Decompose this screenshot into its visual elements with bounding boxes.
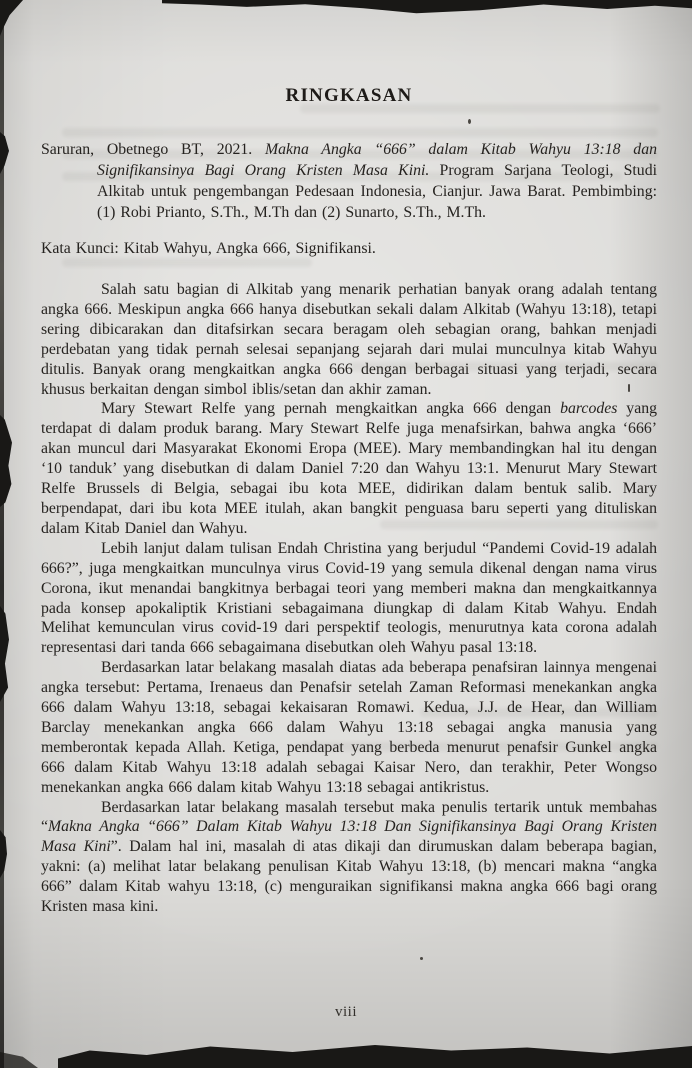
body-paragraph: Salah satu bagian di Alkitab yang menarik perhatian banyak orang adalah tentang angka 666. Meskipun angka 666 hanya disebutkan sekali dalam Alkitab (Wahyu 13:18), tetapi sering dibicarakan dan ditafsirkan secara beragam oleh sebagian orang, bahkan menjadi perdebatan yang tidak pernah selesai sepanjang sejarah dari mulai munculnya kitab Wahyu ditulis. Banyak orang mengkaitkan angka 666 dengan berbagai situasi yang terjadi, secara khusus berkaitan dengan simbol iblis/setan dan akhir zaman.: [41, 281, 657, 398]
scan-edge-artifact: [0, 1052, 38, 1068]
ink-speck: [628, 384, 630, 392]
scan-edge-artifact: [0, 415, 12, 507]
body-paragraph: Mary Stewart Relfe yang pernah mengkaitkan angka 666 dengan barcodes yang terdapat di dalam produk barang. Mary Stewart Relfe juga menafsirkan, bahwa angka ‘666’ akan muncul dari Masyarakat Ekonomi Eropa (MEE). Mary membandingkan hal itu dengan ‘10 tanduk’ yang disebutkan di dalam Daniel 7:20 dan Wahyu 13:1. Menurut Mary Stewart Relfe Brussels di Belgia, sebagai ibu kota MEE, didirikan dalam bentuk salib. Mary berpendapat, dari ibu kota MEE itulah, akan bangkit penguasa baru seperti yang dituliskan dalam Kitab Daniel dan Wahyu.: [41, 400, 658, 537]
body-paragraph: Lebih lanjut dalam tulisan Endah Christina yang berjudul “Pandemi Covid-19 adalah 666?”, juga mengkaitkan munculnya virus Covid-19 yang semula dikenal dengan nama virus Corona, ikut menandai bangkitnya berbagai teori yang memberi makna dan mengkaitkannya pada konsep apokaliptik Kristiani sebagaimana diungkap di dalam Kitab Wahyu. Endah Melihat kemunculan virus covid-19 dari perspektif teologis, menurutnya kata corona adalah representasi dari tanda 666 sebagaimana disebutkan oleh Wahyu pasal 13:18.: [41, 539, 657, 657]
body-paragraph: Berdasarkan latar belakang masalah tersebut maka penulis tertarik untuk membahas “Makna Angka “666” Dalam Kitab Wahyu 13:18 Dan Signifikansinya Bagi Orang Kristen Masa Kini”. Dalam hal ini, masalah di atas dikaji dan dirumuskan dalam beberapa bagian, yakni: (a) melihat latar belakang penulisan Kitab Wahyu 13:18, (b) mencari makna “angka 666” dalam Kitab wahyu 13:18, (c) menguraikan signifikansi makna angka 666 bagi orang Kristen masa kini.: [41, 798, 658, 916]
body-paragraph: Berdasarkan latar belakang masalah diatas ada beberapa penafsiran lainnya mengenai angka tersebut: Pertama, Irenaeus dan Penafsir setelah Zaman Reformasi menekankan angka 666 dalam Wahyu 13:18, sebagai kekaisaran Romawi. Kedua, J.J. de Hear, dan William Barclay menekankan angka 666 dalam Wahyu 13:18 sebagai angka manusia yang memberontak kepada Allah. Ketiga, pendapat yang berbeda menurut penafsir Gunkel angka 666 dalam Kitab Wahyu 13:18 adalah sebagai Kaisar Nero, dan terakhir, Peter Wongso menekankan angka 666 dalam kitab Wahyu 13:18 sebagai antikristus.: [41, 659, 657, 796]
abstract-body: [41, 280, 657, 917]
scan-edge-artifact: [0, 830, 7, 878]
page-title: RINGKASAN: [285, 85, 413, 106]
ink-speck: [468, 119, 471, 124]
citation: Saruran, Obetnego BT, 2021. Makna Angka “666” dalam Kitab Wahyu 13:18 dan Signifikansinya Bagi Orang Kristen Masa Kini. Program Sarjana Teologi, Studi Alkitab untuk pengembangan Pedesaan Indonesia, Cianjur. Jawa Barat. Pembimbing: (1) Robi Prianto, S.Th., M.Th dan (2) Sunarto, S.Th., M.Th.: [41, 141, 657, 221]
keywords-line: Kata Kunci: Kitab Wahyu, Angka 666, Signifikansi.: [41, 240, 376, 257]
abstract-content: [41, 0, 657, 917]
scan-edge-artifact: [0, 132, 9, 174]
page-number: viii: [334, 1004, 357, 1020]
ink-speck: [420, 957, 423, 960]
scan-edge-artifact: [0, 0, 32, 36]
scan-edge-artifact: [0, 606, 9, 702]
scan-edge-artifact: [58, 1043, 692, 1068]
